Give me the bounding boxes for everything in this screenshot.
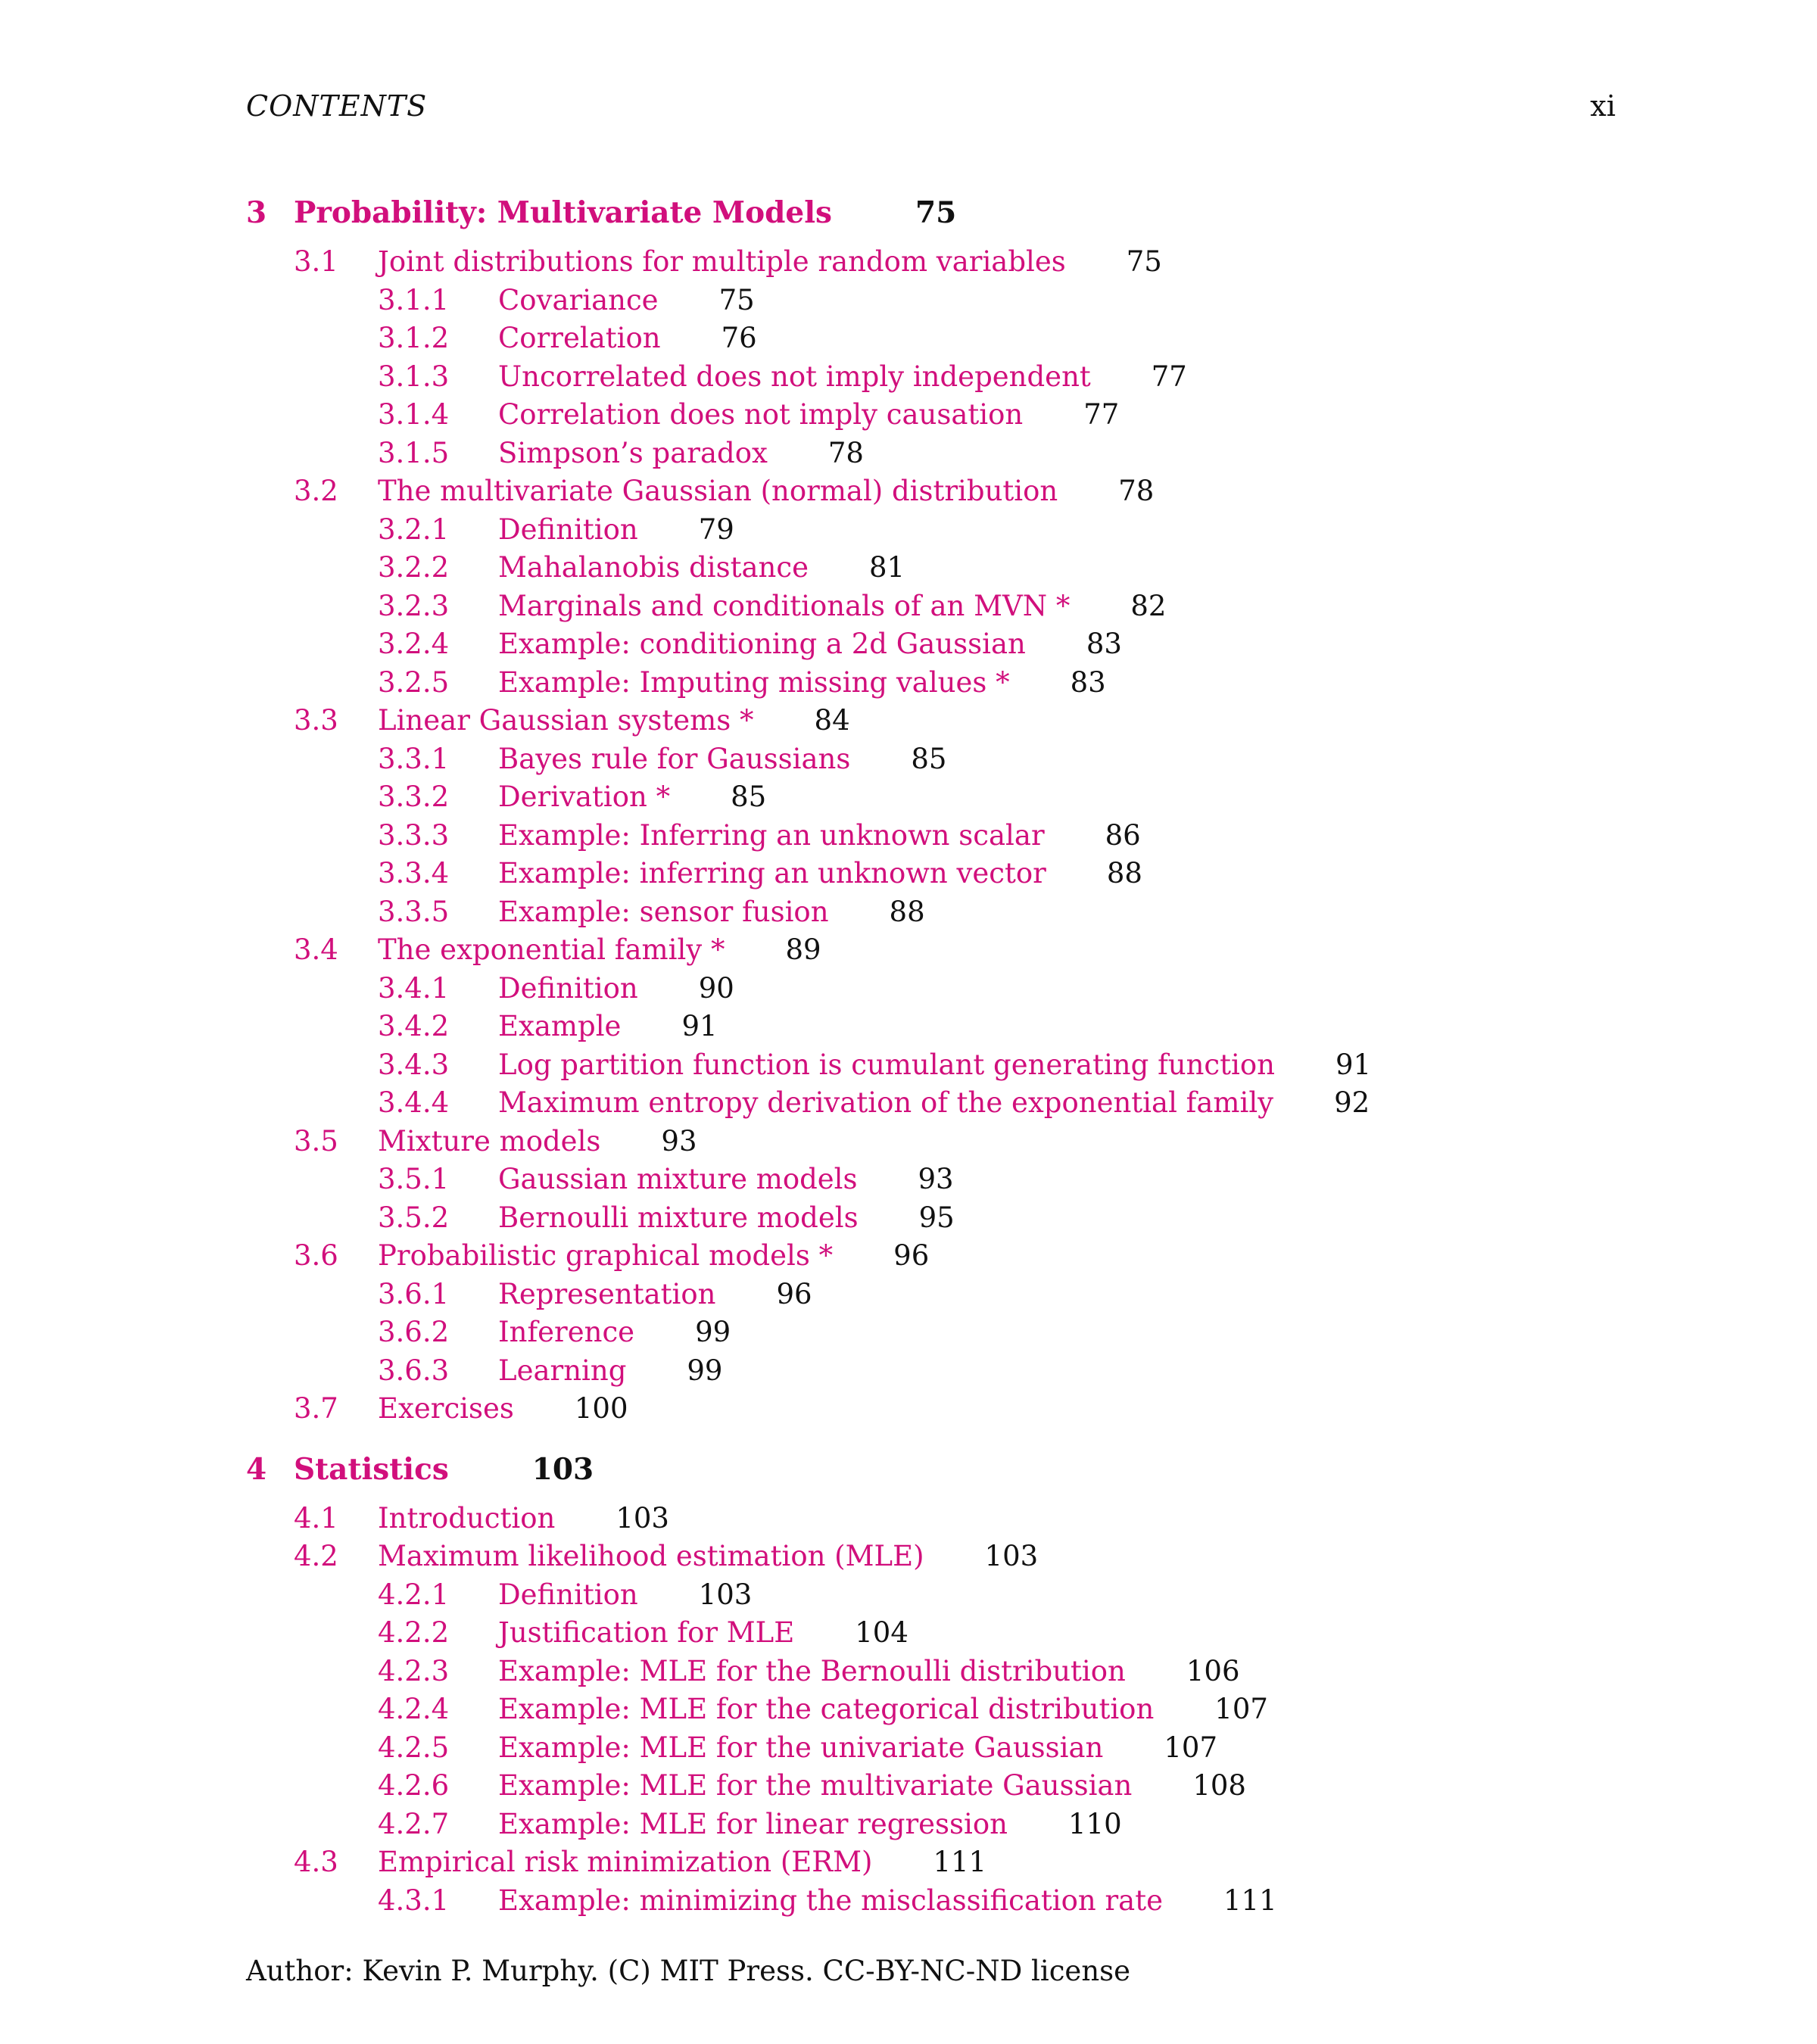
- section-title-text: Exercises: [378, 1392, 514, 1425]
- subsection-title-link[interactable]: [498, 1354, 722, 1387]
- subsection-title-text: Example: Inferring an unknown scalar: [498, 818, 1045, 852]
- toc-chapter-entry[interactable]: [246, 1452, 1647, 1502]
- toc-subsection-entry[interactable]: [246, 666, 1647, 705]
- subsection-page-number: 83: [1070, 665, 1106, 699]
- subsection-title-text: Maximum entropy derivation of the exponential family: [498, 1086, 1274, 1119]
- subsection-title-text: Example: Imputing missing values *: [498, 665, 1010, 699]
- subsection-title-text: Bernoulli mixture models: [498, 1201, 859, 1234]
- subsection-page-number: 78: [827, 436, 864, 469]
- toc-section-entry[interactable]: [246, 1540, 1647, 1578]
- section-title-text: Maximum likelihood estimation (MLE): [378, 1540, 924, 1572]
- subsection-page-number: 88: [1106, 857, 1142, 890]
- subsection-number: 3.6.1: [378, 1277, 450, 1310]
- subsection-title-text: Definition: [498, 513, 638, 546]
- subsection-number: 3.1.5: [378, 436, 450, 469]
- toc-subsection-entry[interactable]: [246, 1616, 1647, 1655]
- subsection-title-text: Example: [498, 1010, 622, 1042]
- subsection-title-link[interactable]: [498, 1769, 1246, 1802]
- subsection-title-text: Learning: [498, 1354, 627, 1387]
- subsection-page-number: 88: [889, 895, 925, 928]
- toc-section-entry[interactable]: [246, 1125, 1647, 1164]
- toc-subsection-entry[interactable]: [246, 1316, 1647, 1354]
- toc-subsection-entry[interactable]: [246, 1010, 1647, 1048]
- subsection-title-text: Covariance: [498, 283, 659, 316]
- subsection-title-link[interactable]: [498, 819, 1141, 852]
- toc-subsection-entry[interactable]: [246, 322, 1647, 360]
- section-page-number: 103: [616, 1501, 669, 1535]
- subsection-page-number: 76: [721, 322, 757, 354]
- subsection-number: 3.2.4: [378, 628, 450, 660]
- subsection-title-text: Uncorrelated does not imply independent: [498, 360, 1091, 393]
- subsection-title-text: Example: MLE for the univariate Gaussian: [498, 1731, 1104, 1764]
- subsection-page-number: 83: [1086, 628, 1122, 660]
- subsection-title-link[interactable]: [498, 1163, 954, 1195]
- subsection-page-number: 85: [911, 742, 947, 775]
- subsection-title-text: Example: conditioning a 2d Gaussian: [498, 628, 1026, 660]
- section-title-text: Joint distributions for multiple random variables: [378, 245, 1066, 278]
- subsection-page-number: 86: [1105, 818, 1141, 852]
- subsection-title-link[interactable]: [498, 284, 755, 316]
- toc-subsection-entry[interactable]: [246, 972, 1647, 1011]
- toc-section-entry[interactable]: [246, 933, 1647, 972]
- toc-subsection-entry[interactable]: [246, 284, 1647, 322]
- subsection-title-link[interactable]: [498, 1086, 1370, 1119]
- subsection-title-link[interactable]: [498, 1731, 1217, 1764]
- section-page-number: 84: [814, 704, 850, 737]
- toc-subsection-entry[interactable]: [246, 1769, 1647, 1808]
- subsection-page-number: 108: [1192, 1769, 1246, 1802]
- subsection-title-text: Bayes rule for Gaussians: [498, 742, 851, 775]
- toc-section-entry[interactable]: [246, 1502, 1647, 1541]
- subsection-page-number: 81: [868, 551, 905, 584]
- subsection-number: 3.3.2: [378, 781, 450, 813]
- section-title-link[interactable]: [378, 1392, 628, 1425]
- subsection-number: 3.2.5: [378, 665, 450, 699]
- subsection-number: 4.2.7: [378, 1807, 450, 1840]
- toc-subsection-entry[interactable]: [246, 781, 1647, 819]
- toc-subsection-entry[interactable]: [246, 551, 1647, 590]
- section-title-text: The exponential family *: [378, 933, 725, 966]
- toc-subsection-entry[interactable]: [246, 628, 1647, 666]
- subsection-title-link[interactable]: [498, 628, 1122, 660]
- subsection-title-text: Derivation *: [498, 781, 671, 813]
- subsection-page-number: 79: [698, 513, 734, 546]
- subsection-number: 3.3.4: [378, 857, 450, 890]
- subsection-title-text: Example: MLE for linear regression: [498, 1807, 1008, 1840]
- subsection-title-link[interactable]: [498, 1655, 1239, 1687]
- subsection-page-number: 111: [1223, 1884, 1277, 1917]
- subsection-number: 4.2.6: [378, 1769, 450, 1802]
- subsection-number: 3.6.2: [378, 1316, 450, 1348]
- section-title-link[interactable]: [378, 245, 1162, 278]
- toc-subsection-entry[interactable]: [246, 896, 1647, 934]
- subsection-number: 3.2.3: [378, 589, 450, 622]
- subsection-number: 3.2.1: [378, 513, 450, 546]
- subsection-title-text: Definition: [498, 1578, 638, 1611]
- subsection-number: 3.3.5: [378, 895, 450, 928]
- subsection-page-number: 110: [1067, 1807, 1122, 1840]
- subsection-page-number: 104: [855, 1616, 908, 1649]
- subsection-title-text: Log partition function is cumulant generating function: [498, 1048, 1275, 1081]
- subsection-number: 4.3.1: [378, 1884, 450, 1917]
- subsection-page-number: 99: [687, 1354, 723, 1387]
- toc-subsection-entry[interactable]: [246, 1578, 1647, 1617]
- subsection-title-link[interactable]: [498, 551, 905, 584]
- section-page-number: 111: [933, 1846, 987, 1878]
- section-page-number: 96: [893, 1239, 930, 1272]
- subsection-number: 3.2.2: [378, 551, 450, 584]
- toc-subsection-entry[interactable]: [246, 398, 1647, 437]
- toc-subsection-entry[interactable]: [246, 1086, 1647, 1125]
- toc-subsection-entry[interactable]: [246, 1693, 1647, 1731]
- subsection-page-number: 103: [698, 1578, 753, 1611]
- subsection-title-link[interactable]: [498, 1201, 955, 1234]
- subsection-title-link[interactable]: [498, 1693, 1268, 1725]
- section-title-link[interactable]: [378, 933, 821, 966]
- subsection-title-link[interactable]: [498, 743, 946, 775]
- toc-section-entry[interactable]: [246, 1392, 1647, 1431]
- section-page-number: 100: [574, 1392, 628, 1425]
- subsection-title-link[interactable]: [498, 1616, 908, 1649]
- subsection-number: 3.3.3: [378, 818, 450, 852]
- section-number: 4.2: [294, 1540, 338, 1572]
- section-page-number: 78: [1118, 475, 1155, 507]
- section-number: 4.3: [294, 1846, 338, 1878]
- subsection-number: 3.6.3: [378, 1354, 450, 1387]
- table-of-contents: [246, 195, 1647, 1922]
- subsection-title-link[interactable]: [498, 322, 757, 354]
- section-title-link[interactable]: [378, 1540, 1038, 1572]
- section-title-link[interactable]: [378, 1125, 697, 1158]
- chapter-page-number: 75: [915, 195, 957, 230]
- section-number: 3.4: [294, 933, 338, 966]
- subsection-title-text: Marginals and conditionals of an MVN *: [498, 589, 1071, 622]
- chapter-title-text: Probability: Multivariate Models: [294, 195, 832, 230]
- toc-subsection-entry[interactable]: [246, 1655, 1647, 1693]
- toc-subsection-entry[interactable]: [246, 1201, 1647, 1240]
- subsection-title-text: Mahalanobis distance: [498, 551, 809, 584]
- subsection-title-link[interactable]: [498, 1010, 718, 1042]
- chapter-page-number: 103: [531, 1451, 594, 1487]
- section-page-number: 103: [984, 1540, 1039, 1572]
- subsection-page-number: 106: [1186, 1654, 1240, 1687]
- subsection-title-link[interactable]: [498, 896, 925, 928]
- chapter-number: 4: [246, 1451, 267, 1487]
- subsection-page-number: 95: [918, 1201, 955, 1234]
- toc-chapter-entry[interactable]: [246, 195, 1647, 245]
- subsection-number: 3.4.1: [378, 971, 450, 1005]
- subsection-title-text: Example: MLE for the Bernoulli distribution: [498, 1654, 1126, 1687]
- subsection-title-text: Example: MLE for the multivariate Gaussian: [498, 1769, 1133, 1802]
- chapter-title-text: Statistics: [294, 1451, 449, 1487]
- subsection-number: 3.5.2: [378, 1201, 450, 1234]
- subsection-title-link[interactable]: [498, 1808, 1122, 1840]
- section-number: 3.1: [294, 245, 338, 278]
- toc-subsection-entry[interactable]: [246, 819, 1647, 858]
- subsection-page-number: 91: [1335, 1048, 1372, 1081]
- subsection-page-number: 96: [776, 1277, 812, 1310]
- subsection-title-link[interactable]: [498, 513, 734, 546]
- subsection-page-number: 77: [1083, 398, 1120, 431]
- toc-section-entry[interactable]: [246, 704, 1647, 743]
- chapter-title-link[interactable]: [294, 195, 956, 230]
- subsection-title-link[interactable]: [498, 437, 864, 469]
- subsection-title-link[interactable]: [498, 1316, 731, 1348]
- toc-subsection-entry[interactable]: [246, 1163, 1647, 1201]
- subsection-title-text: Example: inferring an unknown vector: [498, 857, 1046, 890]
- chapter-title-link[interactable]: [294, 1452, 594, 1487]
- section-number: 3.7: [294, 1392, 338, 1425]
- toc-subsection-entry[interactable]: [246, 857, 1647, 896]
- subsection-title-link[interactable]: [498, 590, 1166, 622]
- page-number: xi: [1590, 89, 1616, 123]
- subsection-page-number: 99: [695, 1316, 731, 1348]
- subsection-title-text: Example: minimizing the misclassification rate: [498, 1884, 1163, 1917]
- toc-subsection-entry[interactable]: [246, 1808, 1647, 1846]
- subsection-number: 3.4.3: [378, 1048, 450, 1081]
- chapter-number: 3: [246, 195, 267, 230]
- subsection-number: 4.2.2: [378, 1616, 450, 1649]
- section-page-number: 75: [1126, 245, 1162, 278]
- subsection-page-number: 90: [698, 971, 734, 1005]
- subsection-number: 3.1.3: [378, 360, 450, 393]
- section-page-number: 89: [785, 933, 821, 966]
- subsection-page-number: 77: [1151, 360, 1187, 393]
- toc-section-entry[interactable]: [246, 245, 1647, 284]
- subsection-page-number: 92: [1334, 1086, 1370, 1119]
- section-number: 3.5: [294, 1124, 338, 1158]
- subsection-title-link[interactable]: [498, 857, 1142, 890]
- subsection-title-text: Definition: [498, 971, 638, 1005]
- section-title-text: Mixture models: [378, 1124, 601, 1158]
- subsection-page-number: 93: [918, 1163, 954, 1195]
- toc-subsection-entry[interactable]: [246, 1884, 1647, 1923]
- toc-subsection-entry[interactable]: [246, 437, 1647, 475]
- subsection-title-link[interactable]: [498, 398, 1119, 431]
- subsection-page-number: 85: [731, 781, 767, 813]
- toc-subsection-entry[interactable]: [246, 1278, 1647, 1316]
- toc-section-entry[interactable]: [246, 1846, 1647, 1884]
- toc-section-entry[interactable]: [246, 1239, 1647, 1278]
- subsection-number: 4.2.5: [378, 1731, 450, 1764]
- subsection-title-text: Example: MLE for the categorical distribution: [498, 1693, 1155, 1725]
- section-title-link[interactable]: [378, 1239, 929, 1272]
- subsection-title-text: Justification for MLE: [498, 1616, 795, 1649]
- footer-license: Author: Kevin P. Murphy. (C) MIT Press. CC-BY-NC-ND license: [246, 1955, 1131, 1987]
- subsection-page-number: 91: [681, 1010, 718, 1042]
- subsection-title-link[interactable]: [498, 1278, 812, 1310]
- subsection-title-link[interactable]: [498, 1048, 1371, 1081]
- section-title-text: Probabilistic graphical models *: [378, 1239, 834, 1272]
- section-title-link[interactable]: [378, 475, 1154, 507]
- subsection-title-text: Correlation does not imply causation: [498, 398, 1024, 431]
- subsection-number: 3.4.2: [378, 1010, 450, 1042]
- subsection-number: 3.1.1: [378, 283, 450, 316]
- section-page-number: 93: [661, 1124, 697, 1158]
- toc-subsection-entry[interactable]: [246, 513, 1647, 552]
- section-title-link[interactable]: [378, 1502, 669, 1535]
- subsection-page-number: 107: [1214, 1693, 1268, 1725]
- subsection-page-number: 107: [1164, 1731, 1217, 1764]
- section-title-text: The multivariate Gaussian (normal) distribution: [378, 475, 1058, 507]
- subsection-title-link[interactable]: [498, 666, 1106, 699]
- toc-subsection-entry[interactable]: [246, 590, 1647, 628]
- running-head: CONTENTS: [246, 89, 428, 123]
- subsection-number: 4.2.1: [378, 1578, 450, 1611]
- toc-section-entry[interactable]: [246, 475, 1647, 513]
- section-number: 4.1: [294, 1501, 338, 1535]
- toc-subsection-entry[interactable]: [246, 1354, 1647, 1393]
- section-number: 3.6: [294, 1239, 338, 1272]
- subsection-number: 3.1.4: [378, 398, 450, 431]
- toc-subsection-entry[interactable]: [246, 360, 1647, 399]
- subsection-number: 3.1.2: [378, 322, 450, 354]
- section-title-link[interactable]: [378, 704, 850, 737]
- subsection-page-number: 82: [1130, 589, 1167, 622]
- toc-subsection-entry[interactable]: [246, 1048, 1647, 1087]
- section-number: 3.3: [294, 704, 338, 737]
- subsection-title-link[interactable]: [498, 1578, 752, 1611]
- toc-subsection-entry[interactable]: [246, 1731, 1647, 1770]
- subsection-number: 3.5.1: [378, 1163, 450, 1195]
- toc-subsection-entry[interactable]: [246, 743, 1647, 781]
- subsection-number: 4.2.3: [378, 1654, 450, 1687]
- subsection-number: 3.4.4: [378, 1086, 450, 1119]
- subsection-page-number: 75: [718, 283, 755, 316]
- subsection-title-text: Correlation: [498, 322, 661, 354]
- subsection-title-text: Example: sensor fusion: [498, 895, 829, 928]
- page-header: [246, 89, 1616, 127]
- section-title-text: Linear Gaussian systems *: [378, 704, 754, 737]
- subsection-title-text: Simpson’s paradox: [498, 436, 768, 469]
- section-number: 3.2: [294, 475, 338, 507]
- subsection-number: 3.3.1: [378, 742, 450, 775]
- section-title-link[interactable]: [378, 1846, 986, 1878]
- subsection-title-text: Representation: [498, 1277, 716, 1310]
- section-title-text: Introduction: [378, 1501, 556, 1535]
- subsection-title-link[interactable]: [498, 360, 1187, 393]
- subsection-title-link[interactable]: [498, 1884, 1277, 1917]
- subsection-number: 4.2.4: [378, 1693, 450, 1725]
- subsection-title-text: Inference: [498, 1316, 635, 1348]
- subsection-title-link[interactable]: [498, 781, 766, 813]
- subsection-title-text: Gaussian mixture models: [498, 1163, 858, 1195]
- subsection-title-link[interactable]: [498, 972, 734, 1005]
- section-title-text: Empirical risk minimization (ERM): [378, 1846, 873, 1878]
